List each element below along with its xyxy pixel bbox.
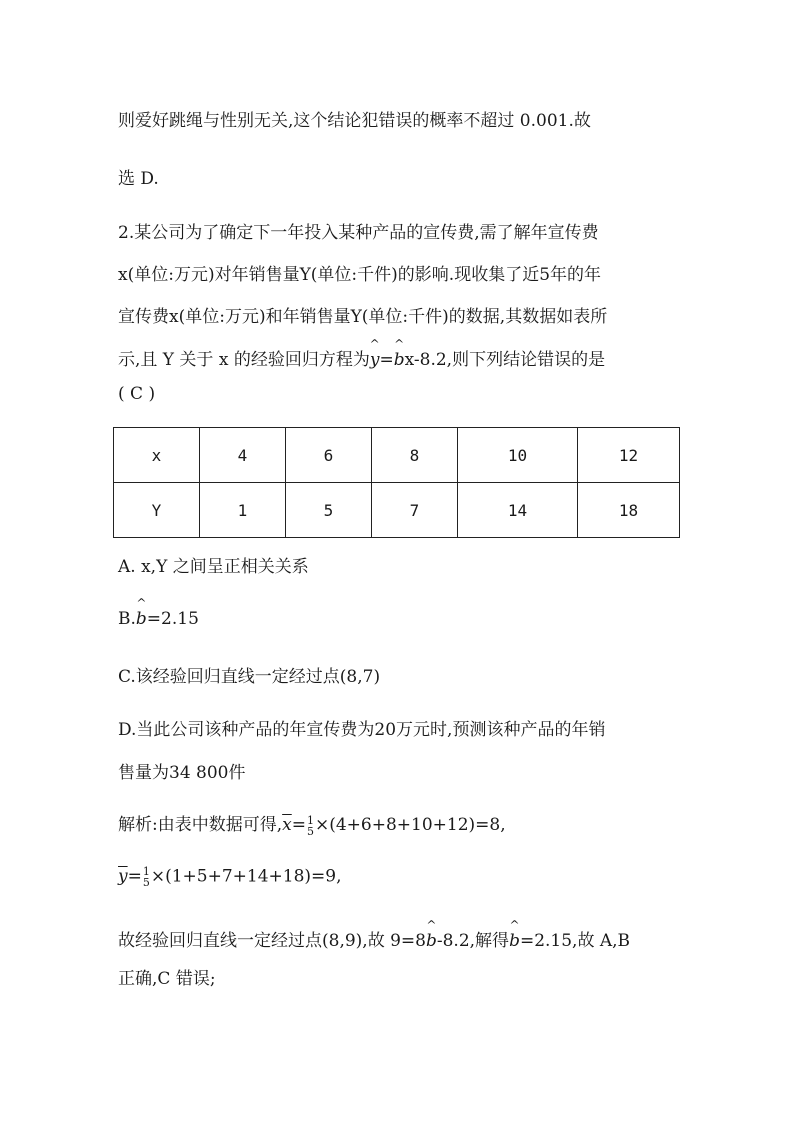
b-hat-symbol: ^ b xyxy=(426,931,437,951)
question-2-line-4-text: 示,且 Y 关于 x 的经验回归方程为 xyxy=(118,350,370,370)
fraction-denominator: 5 xyxy=(306,824,314,838)
fraction-numerator: 1 xyxy=(306,813,314,827)
y-bar-symbol: $\overline{y}$ xyxy=(118,866,128,887)
question-2-line-4-rest: x-8.2,则下列结论错误的是 xyxy=(404,350,606,370)
fraction-numerator: 1 xyxy=(142,865,150,878)
b-hat-symbol: ^ b xyxy=(509,931,520,951)
table-cell: 5 xyxy=(286,483,372,538)
table-cell: 14 xyxy=(458,483,578,538)
solution-line-1 xyxy=(118,810,506,837)
question-2-line-3: 宣传费x(单位:万元)和年销售量Y(单位:千件)的数据,其数据如表所 xyxy=(118,307,608,327)
option-d-line-1: D.当此公司该种产品的年宣传费为20万元时,预测该种产品的年销 xyxy=(118,720,606,740)
equals-sign: = xyxy=(127,866,142,887)
option-b-value: =2.15 xyxy=(146,609,199,629)
x-bar-symbol: $\overline{x}$ xyxy=(282,815,292,835)
solution-line-2-rest: ×(1+5+7+14+18)=9, xyxy=(150,866,342,887)
equals-sign: = xyxy=(379,350,394,370)
solution-line-3-rest: =2.15,故 A,B xyxy=(519,931,631,951)
question-2-line-4 xyxy=(118,345,605,370)
table-cell: 8 xyxy=(372,428,458,483)
solution-line-4: 正确,C 错误; xyxy=(118,969,216,989)
table-cell: 6 xyxy=(286,428,372,483)
equals-sign: = xyxy=(291,815,306,835)
table-cell: 1 xyxy=(200,483,286,538)
fraction-denominator: 5 xyxy=(142,876,150,889)
table-row xyxy=(114,428,680,483)
question-2-answer: ( C ) xyxy=(118,384,156,404)
fraction-one-fifth xyxy=(143,866,150,888)
option-b xyxy=(118,609,199,629)
y-hat-symbol: ^ y xyxy=(370,350,380,370)
table-row xyxy=(114,483,680,538)
table-cell: 18 xyxy=(578,483,680,538)
option-d-line-2: 售量为34 800件 xyxy=(118,763,246,783)
data-table xyxy=(113,427,680,538)
table-cell: 12 xyxy=(578,428,680,483)
b-hat-symbol: ^ b xyxy=(394,350,405,370)
option-a: A. x,Y 之间呈正相关关系 xyxy=(118,557,309,577)
solution-line-1-text: 解析:由表中数据可得, xyxy=(118,815,283,835)
solution-line-3-mid: -8.2,解得 xyxy=(436,931,510,951)
solution-line-3 xyxy=(118,926,630,951)
question-2-line-1: 2.某公司为了确定下一年投入某种产品的宣传费,需了解年宣传费 xyxy=(118,223,599,243)
table-cell: 7 xyxy=(372,483,458,538)
fraction-one-fifth xyxy=(307,815,314,837)
table-cell: Y xyxy=(114,483,200,538)
solution-continued-line-2: 选 D. xyxy=(118,169,159,189)
solution-line-3-text: 故经验回归直线一定经过点(8,9),故 9=8 xyxy=(118,931,426,951)
question-2-line-2: x(单位:万元)对年销售量Y(单位:千件)的影响.现收集了近5年的年 xyxy=(118,265,602,285)
table-cell: 4 xyxy=(200,428,286,483)
table-cell: 10 xyxy=(458,428,578,483)
solution-continued-line-1: 则爱好跳绳与性别无关,这个结论犯错误的概率不超过 0.001.故 xyxy=(118,111,591,131)
table-cell: x xyxy=(114,428,200,483)
solution-line-1-rest: ×(4+6+8+10+12)=8, xyxy=(314,815,506,835)
b-hat-symbol: ^ b xyxy=(136,609,147,629)
option-b-label: B. xyxy=(118,609,136,629)
solution-line-2 xyxy=(118,866,342,888)
option-c: C.该经验回归直线一定经过点(8,7) xyxy=(118,667,381,687)
